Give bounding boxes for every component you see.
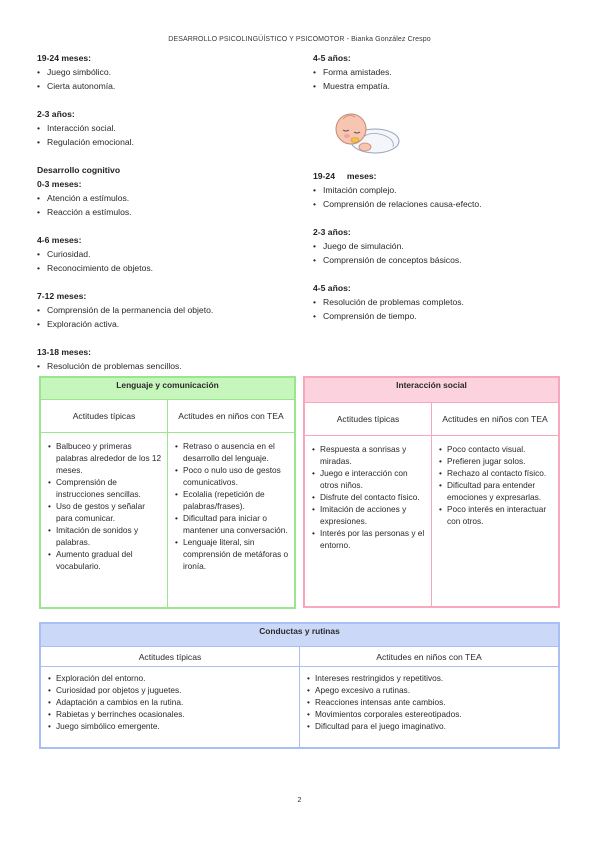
section-title: 7-12 meses:: [37, 291, 87, 301]
list-item: • Reacciones intensas ante cambios.: [307, 696, 553, 708]
list-item: • Imitación complejo.: [313, 183, 573, 197]
list-item: • Dificultad para entender emociones y expresarlas.: [439, 479, 553, 503]
list-item: • Dificultad para el juego imaginativo.: [307, 720, 553, 732]
behavior-table: [39, 622, 560, 749]
list-item: • Apego excesivo a rutinas.: [307, 684, 553, 696]
section-title: 0-3 meses:: [37, 179, 82, 189]
section-title: 19-24 meses:: [313, 171, 377, 181]
list-item: • Movimientos corporales estereotipados.: [307, 708, 553, 720]
list-item: • Juego simbólico.: [37, 65, 297, 79]
list-item: • Juego e interacción con otros niños.: [312, 467, 426, 491]
list-item: • Poco interés en interactuar con otros.: [439, 503, 553, 527]
list-item: • Curiosidad.: [37, 247, 297, 261]
list-item: • Ecolalia (repetición de palabras/frases).: [175, 488, 289, 512]
right-column: [313, 51, 573, 323]
social-table: [303, 376, 560, 608]
list-item: • Comprensión de la permanencia del objeto.: [37, 303, 297, 317]
list-item: • Curiosidad por objetos y juguetes.: [48, 684, 294, 696]
sleeping-baby-icon: [325, 99, 405, 159]
list-item: • Comprensión de relaciones causa-efecto.: [313, 197, 573, 211]
column-header: Actitudes típicas: [40, 400, 168, 433]
list-item: • Juego de simulación.: [313, 239, 573, 253]
list-item: • Reacción a estímulos.: [37, 205, 297, 219]
list-item: • Balbuceo y primeras palabras alrededor de los 12 meses.: [48, 440, 162, 476]
list-item: • Disfrute del contacto físico.: [312, 491, 426, 503]
list-item: • Poco o nulo uso de gestos comunicativos.: [175, 464, 289, 488]
section-title: 4-5 años:: [313, 53, 351, 63]
typical-list: [306, 437, 430, 557]
list-item: • Lenguaje literal, sin comprensión de metáforas o ironía.: [175, 536, 289, 572]
list-item: • Prefieren jugar solos.: [439, 455, 553, 467]
list-item: • Imitación de sonidos y palabras.: [48, 524, 162, 548]
list-item: • Regulación emocional.: [37, 135, 297, 149]
tea-list: [433, 437, 557, 533]
list-item: • Poco contacto visual.: [439, 443, 553, 455]
list-item: • Resolución de problemas sencillos.: [37, 359, 297, 373]
list-item: • Exploración del entorno.: [48, 672, 294, 684]
list-item: • Respuesta a sonrisas y miradas.: [312, 443, 426, 467]
section-title: 2-3 años:: [313, 227, 351, 237]
page-number: 2: [297, 795, 302, 804]
list-item: • Comprensión de instrucciones sencillas.: [48, 476, 162, 500]
list-item: • Resolución de problemas completos.: [313, 295, 573, 309]
list-item: • Rechazo al contacto físico.: [439, 467, 553, 479]
tea-list: [169, 434, 293, 578]
list-item: • Comprensión de tiempo.: [313, 309, 573, 323]
document-header: DESARROLLO PSICOLINGÜÍSTICO Y PSICOMOTOR - Bianka González Crespo: [168, 36, 431, 43]
list-item: • Exploración activa.: [37, 317, 297, 331]
table-title: Lenguaje y comunicación: [40, 377, 295, 400]
left-column: [37, 51, 297, 373]
section-title: 4-5 años:: [313, 283, 351, 293]
list-item: • Interacción social.: [37, 121, 297, 135]
list-item: • Imitación de acciones y expresiones.: [312, 503, 426, 527]
list-item: • Muestra empatía.: [313, 79, 573, 93]
table-title: Interacción social: [304, 377, 559, 403]
section-title: 19-24 meses:: [37, 53, 91, 63]
list-item: • Retraso o ausencia en el desarrollo del lenguaje.: [175, 440, 289, 464]
list-item: • Rabietas y berrinches ocasionales.: [48, 708, 294, 720]
section-title: 4-6 meses:: [37, 235, 82, 245]
list-item: • Juego simbólico emergente.: [48, 720, 294, 732]
list-item: • Cierta autonomía.: [37, 79, 297, 93]
typical-list: [42, 668, 298, 738]
column-header: Actitudes en niños con TEA: [168, 400, 296, 433]
list-item: • Comprensión de conceptos básicos.: [313, 253, 573, 267]
list-item: • Aumento gradual del vocabulario.: [48, 548, 162, 572]
cognitive-heading: Desarrollo cognitivo: [37, 165, 121, 175]
tea-list: [301, 668, 557, 738]
list-item: • Forma amistades.: [313, 65, 573, 79]
section-title: 13-18 meses:: [37, 347, 91, 357]
list-item: • Uso de gestos y señalar para comunicar.: [48, 500, 162, 524]
column-header: Actitudes típicas: [40, 647, 300, 667]
language-table: [39, 376, 296, 609]
column-header: Actitudes típicas: [304, 403, 432, 436]
list-item: • Intereses restringidos y repetitivos.: [307, 672, 553, 684]
list-item: • Atención a estímulos.: [37, 191, 297, 205]
list-item: • Adaptación a cambios en la rutina.: [48, 696, 294, 708]
table-title: Conductas y rutinas: [40, 623, 559, 647]
typical-list: [42, 434, 166, 578]
list-item: • Dificultad para iniciar o mantener una conversación.: [175, 512, 289, 536]
section-title: 2-3 años:: [37, 109, 75, 119]
list-item: • Interés por las personas y el entorno.: [312, 527, 426, 551]
list-item: • Reconocimiento de objetos.: [37, 261, 297, 275]
column-header: Actitudes en niños con TEA: [432, 403, 560, 436]
column-header: Actitudes en niños con TEA: [300, 647, 560, 667]
